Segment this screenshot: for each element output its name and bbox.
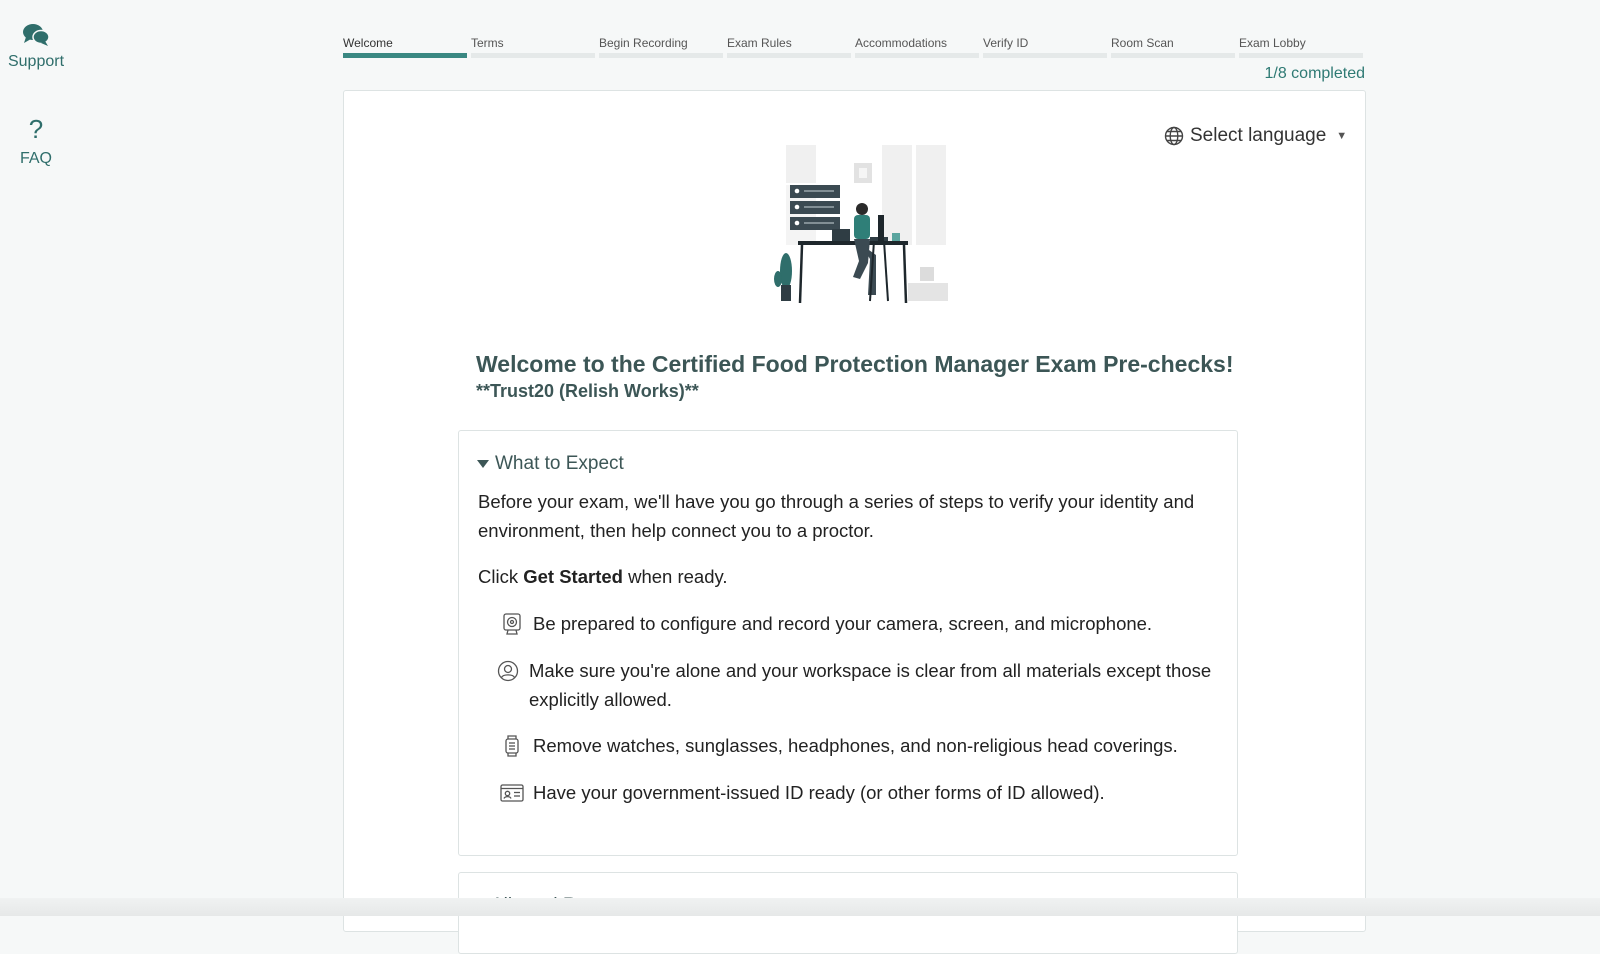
item-text: Be prepared to configure and record your camera, screen, and microphone. xyxy=(533,613,1153,634)
step-welcome[interactable] xyxy=(343,36,469,60)
what-to-expect-toggle[interactable] xyxy=(477,453,624,475)
item-text: Have your government-issued ID ready (or other forms of ID allowed). xyxy=(533,782,1105,803)
person-at-desk-illustration xyxy=(764,145,954,311)
step-bar xyxy=(727,53,851,58)
faq-label: FAQ xyxy=(19,150,52,167)
click-instruction xyxy=(478,562,1248,591)
step-accommodations[interactable] xyxy=(855,36,981,60)
click-suffix: when ready. xyxy=(622,566,728,587)
step-bar xyxy=(471,53,595,58)
support-label: Support xyxy=(7,53,65,70)
step-label: Terms xyxy=(471,36,504,50)
webcam-icon xyxy=(499,609,525,638)
id-card-icon xyxy=(499,778,525,807)
step-bar xyxy=(343,53,467,58)
step-terms[interactable] xyxy=(471,36,597,60)
question-mark-icon: ? xyxy=(28,114,44,144)
list-item xyxy=(499,731,1178,760)
step-room-scan[interactable] xyxy=(1111,36,1237,60)
progress-count: 1/8 completed xyxy=(1264,65,1365,82)
language-select[interactable] xyxy=(1164,125,1347,147)
user-circle-icon xyxy=(495,656,521,685)
step-label: Begin Recording xyxy=(599,36,688,50)
step-bar xyxy=(983,53,1107,58)
language-label: Select language xyxy=(1190,125,1327,146)
watch-icon xyxy=(499,731,525,760)
step-label: Verify ID xyxy=(983,36,1029,50)
step-label: Accommodations xyxy=(855,36,948,50)
chevron-down-icon: ▼ xyxy=(1336,130,1348,142)
item-text: Make sure you're alone and your workspace is clear from all materials except those explicitly allowed. xyxy=(529,660,1212,710)
page-title: Welcome to the Certified Food Protection Manager Exam Pre-checks! xyxy=(476,351,1234,377)
support-link[interactable] xyxy=(0,22,72,71)
list-item xyxy=(499,609,1152,638)
what-to-expect-header: What to Expect xyxy=(495,453,624,474)
window-bottom-edge xyxy=(0,898,1600,916)
step-bar xyxy=(855,53,979,58)
step-exam-rules[interactable] xyxy=(727,36,853,60)
page-subtitle: **Trust20 (Relish Works)** xyxy=(476,381,699,401)
step-label: Exam Lobby xyxy=(1239,36,1306,50)
step-verify-id[interactable] xyxy=(983,36,1109,60)
click-prefix: Click xyxy=(478,566,524,587)
step-label: Exam Rules xyxy=(727,36,792,50)
get-started-emphasis: Get Started xyxy=(523,566,623,587)
caret-down-icon xyxy=(477,460,489,468)
progress-stepper xyxy=(343,36,1365,60)
main-card xyxy=(343,90,1366,932)
chat-bubbles-icon xyxy=(21,22,51,48)
step-bar xyxy=(1239,53,1363,58)
list-item xyxy=(499,778,1105,807)
step-label: Room Scan xyxy=(1111,36,1174,50)
step-label: Welcome xyxy=(343,36,393,50)
step-begin-recording[interactable] xyxy=(599,36,725,60)
globe-icon xyxy=(1164,126,1184,146)
item-text: Remove watches, sunglasses, headphones, and non-religious head coverings. xyxy=(533,735,1178,756)
faq-link[interactable] xyxy=(0,114,72,168)
intro-text: Before your exam, we'll have you go through a series of steps to verify your identity and environment, then help connect you to a proctor. xyxy=(478,491,1195,541)
list-item xyxy=(495,656,1215,714)
step-bar xyxy=(1111,53,1235,58)
step-exam-lobby[interactable] xyxy=(1239,36,1365,60)
step-bar xyxy=(599,53,723,58)
what-to-expect-panel xyxy=(458,430,1238,856)
